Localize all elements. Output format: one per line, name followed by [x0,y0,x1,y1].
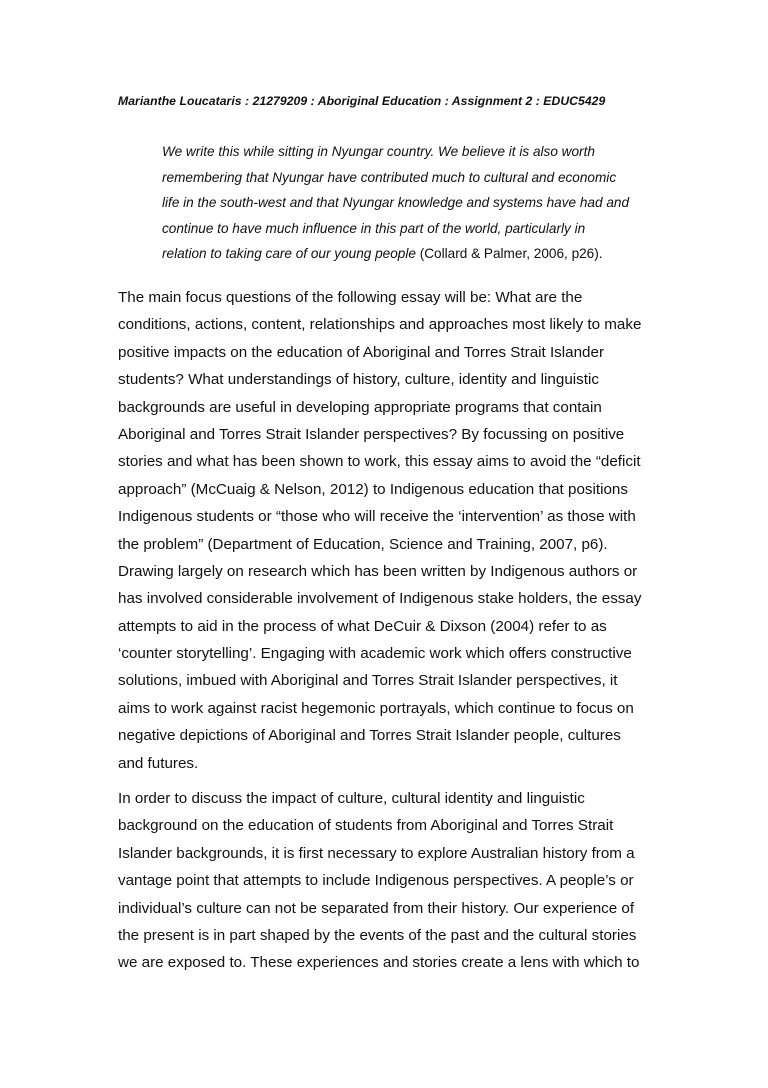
paragraph-line: ‘counter storytelling’. Engaging with academic work which offers constructive [118,645,632,663]
paragraph-line: we are exposed to. These experiences and stories create a lens with which to [118,954,640,972]
paragraph-line: conditions, actions, content, relationships and approaches most likely to make [118,316,642,334]
paragraph-line: The main focus questions of the following essay will be: What are the [118,289,583,306]
paragraph-line: attempts to aid in the process of what DeCuir & Dixson (2004) refer to as [118,617,607,635]
quote-line: We write this while sitting in Nyungar country. We believe it is also worth [162,144,595,159]
quote-line: remembering that Nyungar have contributed much to cultural and economic [162,169,617,185]
paragraph-line: has involved considerable involvement of Indigenous stake holders, the essay [118,590,642,608]
quote-line: life in the south-west and that Nyungar knowledge and systems have had and [162,195,630,210]
paragraph-line: Islander backgrounds, it is first necessary to explore Australian history from a [118,844,635,862]
document-header: Marianthe Loucataris : 21279209 : Aboriginal Education : Assignment 2 : EDUC5429 [118,94,606,108]
paragraph-line: positive impacts on the education of Aboriginal and Torres Strait Islander [118,343,604,361]
block-quote [162,139,662,267]
paragraph-line: individual’s culture can not be separated from their history. Our experience of [118,899,635,917]
paragraph-line: background on the education of students from Aboriginal and Torres Strait [118,817,614,835]
quote-italic-text: relation to taking care of our young people [162,246,416,261]
paragraph-line: approach” (McCuaig & Nelson, 2012) to Indigenous education that positions [118,480,628,498]
paragraph-line: aims to work against racist hegemonic portrayals, which continue to focus on [118,699,634,717]
paragraph-line: solutions, imbued with Aboriginal and Torres Strait Islander perspectives, it [118,672,618,690]
paragraph-line: negative depictions of Aboriginal and Torres Strait Islander people, cultures [118,727,621,745]
body-paragraph-2 [118,785,658,977]
paragraph-line: vantage point that attempts to include Indigenous perspectives. A people’s or [118,872,634,890]
quote-citation: (Collard & Palmer, 2006, p26). [415,246,603,261]
paragraph-line: the present is in part shaped by the events of the past and the cultural stories [118,926,637,944]
paragraph-line: stories and what has been shown to work, this essay aims to avoid the “deficit [118,453,641,471]
paragraph-line: and futures. [118,754,199,772]
paragraph-line: Aboriginal and Torres Strait Islander perspectives? By focussing on positive [118,425,625,443]
quote-last-line [162,241,662,267]
paragraph-line: students? What understandings of history, culture, identity and linguistic [118,371,599,389]
quote-line: continue to have much influence in this part of the world, particularly in [162,220,586,236]
paragraph-line: the problem” (Department of Education, Science and Training, 2007, p6). [118,535,608,553]
paragraph-line: In order to discuss the impact of culture, cultural identity and linguistic [118,790,585,807]
paragraph-line: Indigenous students or “those who will receive the ‘intervention’ as those with [118,508,636,526]
body-paragraph-1 [118,284,658,777]
paragraph-line: Drawing largely on research which has been written by Indigenous authors or [118,562,638,580]
paragraph-line: backgrounds are useful in developing appropriate programs that contain [118,398,602,416]
